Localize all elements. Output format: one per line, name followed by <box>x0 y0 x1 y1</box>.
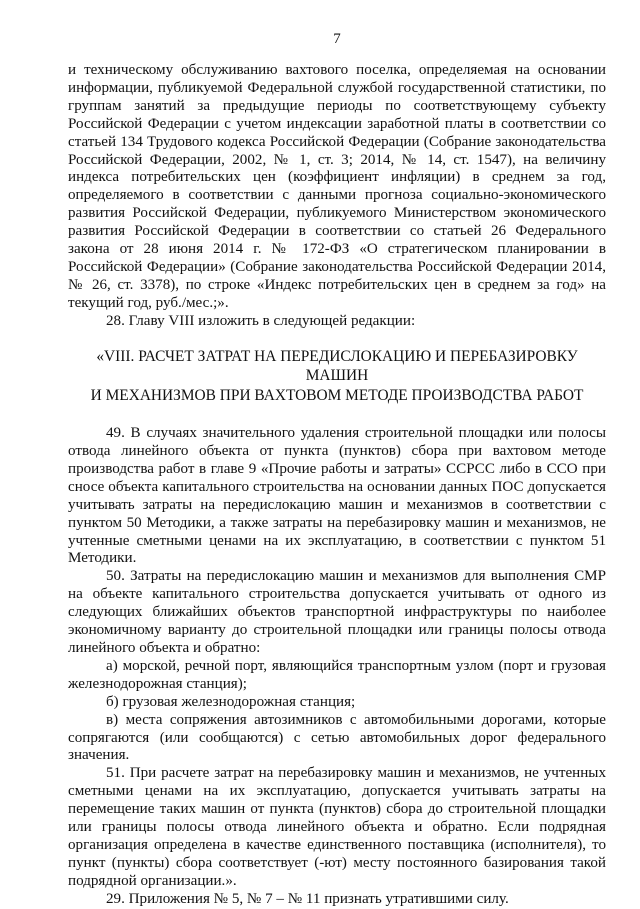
chapter-heading-line-1: «VIII. РАСЧЕТ ЗАТРАТ НА ПЕРЕДИСЛОКАЦИЮ И ПЕРЕБАЗИРОВКУ МАШИН <box>96 347 578 385</box>
list-item-a: а) морской, речной порт, являющийся транспортным узлом (порт и грузовая железнодорожная станция); <box>68 657 606 692</box>
page-number: 7 <box>333 31 341 47</box>
paragraph-item-28: 28. Главу VIII изложить в следующей редакции: <box>106 312 416 329</box>
paragraph-continuation: и техническому обслуживанию вахтового поселка, определяемая на основании информации, публикуемой Федеральной службой государственной статистики, по группам занятий за предыдущие периоды по соответствующему субъекту Российской Федерации с учетом индексации заработной платы в соответствии со статьей 134 Трудового кодекса Российской Федерации (Собрание законодательства Российской Федерации, 2002, № 1, ст. 3; 2014, № 14, ст. 1547), на величину индекса потребительских цен (коэффициент инфляции) в среднем за год, определяемого в соответствии с данными прогноза социально-экономического развития Российской Федерации, публикуемого Министерством экономического развития Российской Федерации в соответствии со статьей 26 Федерального закона от 28 июня 2014 г. № 172-ФЗ «О стратегическом планировании в Российской Федерации» (Собрание законодательства Российской Федерации 2014, № 26, ст. 3378), по строке «Индекс потребительских цен в среднем за год» на текущий год, руб./мес.;». <box>68 62 606 311</box>
chapter-heading <box>68 347 606 406</box>
document-page <box>68 30 606 909</box>
chapter-heading-line-2: И МЕХАНИЗМОВ ПРИ ВАХТОВОМ МЕТОДЕ ПРОИЗВОДСТВА РАБОТ <box>90 386 584 404</box>
paragraph-item-51: 51. При расчете затрат на перебазировку машин и механизмов, не учтенных сметными ценами на их эксплуатацию, допускается учитывать затраты на перемещение таких машин от пункта (пунктов) сбора до строительной площадки или границы полосы отвода линейного объекта и обратно. Если подрядная организация определена в качестве единственного поставщика (исполнителя), то пункт (пункты) сбора соответствует (-ют) месту постоянного базирования такой подрядной организации.». <box>68 765 606 889</box>
list-item-v: в) места сопряжения автозимников с автомобильными дорогами, которые сопрягаются (или сообщаются) с сетью автомобильных дорог федерального значения. <box>68 711 606 764</box>
list-item-b: б) грузовая железнодорожная станция; <box>106 693 356 710</box>
paragraph-item-49: 49. В случаях значительного удаления строительной площадки или полосы отвода линейного объекта от пункта (пунктов) сбора при вахтовом методе производства работ в главе 9 «Прочие работы и затраты» ССРСС либо в ССО при сносе объекта капитального строительства на основании данных ПОС допускается учитывать затраты на передислокацию машин и механизмов в соответствии с пунктом 50 Методики, а также затраты на перебазировку машин и механизмов, не учтенные сметными ценами на их эксплуатацию, в соответствии с пунктом 51 Методики. <box>68 425 606 567</box>
paragraph-item-29: 29. Приложения № 5, № 7 – № 11 признать утратившими силу. <box>106 890 509 907</box>
paragraph-item-50: 50. Затраты на передислокацию машин и механизмов для выполнения СМР на объекте капитального строительства допускается учитывать от одного из следующих ближайших объектов транспортной инфраструктуры по наиболее экономичному варианту до строительной площадки или границы полосы отвода линейного объекта и обратно: <box>68 568 606 656</box>
